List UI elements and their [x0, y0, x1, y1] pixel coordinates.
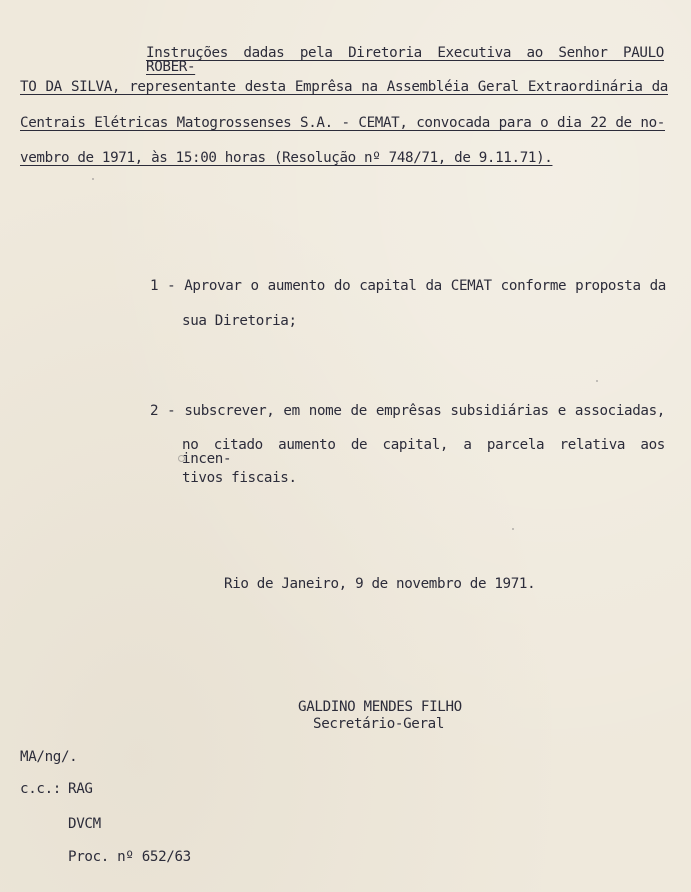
- signature-name: GALDINO MENDES FILHO: [298, 699, 462, 715]
- item-2-line-1: 2 - subscrever, em nome de emprêsas subsidiárias e associadas,: [150, 403, 665, 419]
- footer-cc-label: c.c.:: [20, 781, 61, 797]
- footer-cc-1: RAG: [68, 781, 93, 797]
- header-line-1: Instruções dadas pela Diretoria Executiva ao Senhor PAULO ROBER-: [146, 45, 664, 76]
- item-2-line-3: tivos fiscais.: [182, 470, 297, 486]
- scan-speck: [512, 528, 514, 530]
- scan-speck: [92, 178, 94, 180]
- footer-initials: MA/ng/.: [20, 749, 78, 765]
- footer-proc: Proc. nº 652/63: [68, 849, 191, 865]
- footer-cc-2: DVCM: [68, 816, 101, 832]
- header-line-2: TO DA SILVA, representante desta Emprêsa na Assembléia Geral Extraordinária da: [20, 79, 668, 95]
- item-1-line-2: sua Diretoria;: [182, 313, 297, 329]
- item-2-line-2: no citado aumento de capital, a parcela relativa aos incen-: [182, 437, 665, 468]
- scan-speck: [178, 455, 185, 462]
- header-line-3: Centrais Elétricas Matogrossenses S.A. - CEMAT, convocada para o dia 22 de no-: [20, 115, 665, 131]
- scan-speck: [596, 380, 598, 382]
- date-line: Rio de Janeiro, 9 de novembro de 1971.: [224, 576, 536, 592]
- signature-title: Secretário-Geral: [313, 716, 445, 732]
- item-1-line-1: 1 - Aprovar o aumento do capital da CEMAT conforme proposta da: [150, 278, 666, 294]
- header-line-4: vembro de 1971, às 15:00 horas (Resolução nº 748/71, de 9.11.71).: [20, 150, 553, 166]
